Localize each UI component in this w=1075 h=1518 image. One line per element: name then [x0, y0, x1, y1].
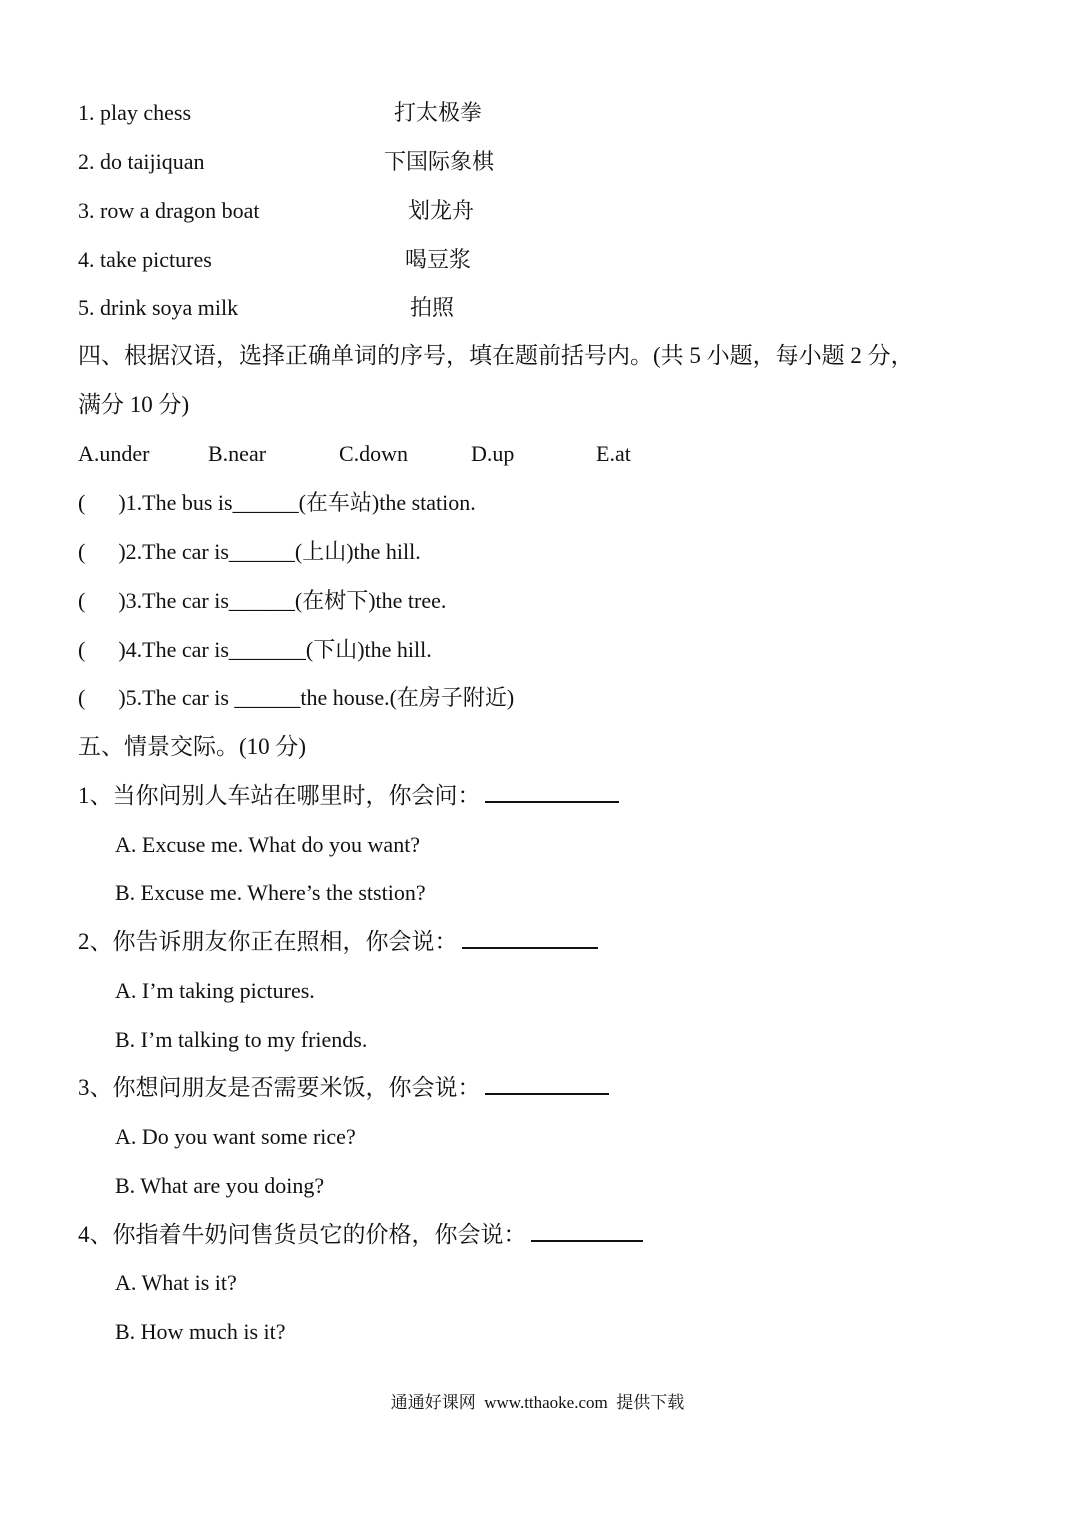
dialog-q1-option-b: B. Excuse me. Where’s the ststion?: [115, 880, 426, 905]
option-c: C.down: [339, 441, 409, 466]
section4-title-line1: 四、根据汉语，选择正确单词的序号，填在题前括号内。(共 5 小题，每小题 2 分，: [78, 343, 914, 368]
match-item-4-en: 4. take pictures: [78, 247, 212, 272]
match-item-1-zh: 打太极拳: [394, 100, 483, 125]
dialog-q2: [78, 927, 598, 957]
answer-blank-1[interactable]: [485, 783, 619, 803]
section5-title: 五、情景交际。(10 分): [78, 734, 307, 759]
match-item-5-en: 5. drink soya milk: [78, 295, 239, 320]
question-5: ( )5.The car is ______the house.(在房子附近): [78, 685, 515, 710]
option-b: B.near: [208, 441, 267, 466]
option-d: D.up: [471, 441, 515, 466]
option-e: E.at: [596, 441, 631, 466]
match-item-1-en: 1. play chess: [78, 100, 192, 125]
dialog-q4-option-b: B. How much is it?: [115, 1319, 286, 1344]
answer-blank-4[interactable]: [531, 1222, 643, 1242]
dialog-q4: [78, 1220, 643, 1250]
dialog-q1-text: 1、当你问别人车站在哪里时，你会问：: [78, 783, 481, 808]
dialog-q2-option-b: B. I’m talking to my friends.: [115, 1027, 368, 1052]
question-1: ( )1.The bus is______(在车站)the station.: [78, 490, 476, 515]
question-3: ( )3.The car is______(在树下)the tree.: [78, 588, 447, 613]
match-item-3-zh: 划龙舟: [408, 198, 475, 223]
dialog-q4-text: 4、你指着牛奶问售货员它的价格，你会说：: [78, 1222, 527, 1247]
dialog-q3-text: 3、你想问朋友是否需要米饭，你会说：: [78, 1075, 481, 1100]
dialog-q1-option-a: A. Excuse me. What do you want?: [115, 832, 421, 857]
match-item-2-zh: 下国际象棋: [384, 149, 495, 174]
match-item-3-en: 3. row a dragon boat: [78, 198, 260, 223]
dialog-q3: [78, 1073, 609, 1103]
option-a: A.under: [78, 441, 150, 466]
match-item-4-zh: 喝豆浆: [405, 247, 472, 272]
dialog-q3-option-a: A. Do you want some rice?: [115, 1124, 356, 1149]
dialog-q1: [78, 781, 619, 811]
question-2: ( )2.The car is______(上山)the hill.: [78, 539, 421, 564]
dialog-q2-text: 2、你告诉朋友你正在照相，你会说：: [78, 929, 458, 954]
answer-blank-2[interactable]: [462, 929, 598, 949]
dialog-q2-option-a: A. I’m taking pictures.: [115, 978, 315, 1003]
dialog-q3-option-b: B. What are you doing?: [115, 1173, 325, 1198]
dialog-q4-option-a: A. What is it?: [115, 1270, 237, 1295]
question-4: ( )4.The car is_______(下山)the hill.: [78, 637, 432, 662]
page-footer: 通通好课网 www.tthaoke.com 提供下载: [390, 1393, 685, 1412]
answer-blank-3[interactable]: [485, 1075, 609, 1095]
match-item-5-zh: 拍照: [410, 295, 455, 320]
section4-title-line2: 满分 10 分): [78, 392, 190, 417]
match-item-2-en: 2. do taijiquan: [78, 149, 205, 174]
